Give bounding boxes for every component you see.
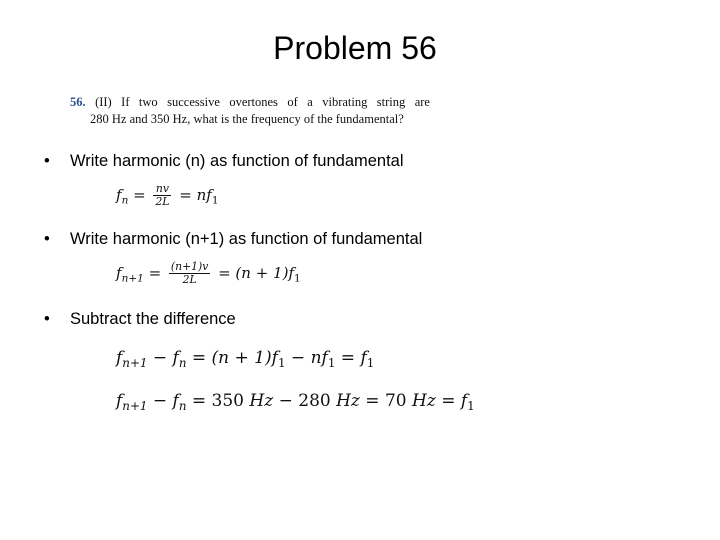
problem-line-1 xyxy=(70,94,430,111)
eq-numerator: nv xyxy=(153,183,171,196)
eq-symbol: f xyxy=(116,263,122,282)
equation-difference xyxy=(116,348,375,371)
eq-term: − f xyxy=(147,348,179,368)
bullet-text: Write harmonic (n) as function of fundamental xyxy=(70,152,404,170)
eq-term: = nf xyxy=(174,185,212,204)
eq-subscript: 1 xyxy=(294,272,301,285)
eq-subscript: n xyxy=(178,399,187,414)
eq-subscript: n+1 xyxy=(121,272,144,285)
bullet-symbol: • xyxy=(44,310,50,328)
eq-subscript: 1 xyxy=(467,399,475,414)
eq-term: = f xyxy=(335,348,367,368)
problem-word: a xyxy=(307,95,313,109)
problem-word: overtones xyxy=(229,95,278,109)
problem-word: two xyxy=(138,95,158,109)
eq-operator: = xyxy=(143,263,166,282)
eq-subscript: n xyxy=(178,356,187,371)
eq-term: − nf xyxy=(285,348,328,368)
eq-term: = (n + 1)f xyxy=(213,263,294,282)
eq-term: = 350 xyxy=(186,391,250,411)
eq-subscript: n xyxy=(121,194,129,207)
eq-term: − 280 xyxy=(273,391,337,411)
eq-term: = (n + 1)f xyxy=(186,348,278,368)
eq-fraction xyxy=(153,183,171,209)
problem-word: vibrating xyxy=(322,95,368,109)
eq-operator: = xyxy=(128,185,151,204)
eq-subscript: n+1 xyxy=(122,356,148,371)
equation-harmonic-n xyxy=(116,183,219,209)
eq-subscript: 1 xyxy=(366,356,375,371)
eq-term: − f xyxy=(147,391,179,411)
eq-numerator: (n+1)v xyxy=(170,260,209,273)
eq-unit: Hz xyxy=(249,391,274,411)
bullet-text: Subtract the difference xyxy=(70,310,236,328)
problem-word: If xyxy=(121,95,130,109)
eq-subscript: 1 xyxy=(211,194,219,207)
eq-unit: Hz xyxy=(412,391,436,411)
bullet-symbol: • xyxy=(44,230,50,248)
eq-symbol: f xyxy=(116,391,123,411)
eq-term: = 70 xyxy=(359,391,412,411)
equation-harmonic-n-plus-1 xyxy=(116,261,301,287)
problem-word: successive xyxy=(167,95,220,109)
eq-unit: Hz xyxy=(336,391,360,411)
problem-word: string xyxy=(376,95,406,109)
eq-denominator: 2L xyxy=(182,273,197,287)
equation-numeric-result xyxy=(116,391,475,414)
eq-denominator: 2L xyxy=(155,195,170,209)
problem-number: 56. xyxy=(70,95,86,109)
problem-word: of xyxy=(287,95,298,109)
problem-line-2: 280 Hz and 350 Hz, what is the frequency of the fundamental? xyxy=(90,112,404,126)
problem-level: (II) xyxy=(95,95,112,109)
bullet-text: Write harmonic (n+1) as function of fundamental xyxy=(70,230,423,248)
eq-symbol: f xyxy=(116,348,123,368)
bullet-symbol: • xyxy=(44,152,50,170)
eq-subscript: n+1 xyxy=(122,399,148,414)
eq-fraction xyxy=(169,261,210,287)
problem-word: are xyxy=(414,95,430,109)
eq-subscript: 1 xyxy=(277,356,286,371)
page-title: Problem 56 xyxy=(273,30,437,66)
eq-subscript: 1 xyxy=(327,356,336,371)
eq-symbol: f xyxy=(116,185,122,204)
problem-statement xyxy=(70,94,430,128)
eq-term: = f xyxy=(435,391,468,411)
